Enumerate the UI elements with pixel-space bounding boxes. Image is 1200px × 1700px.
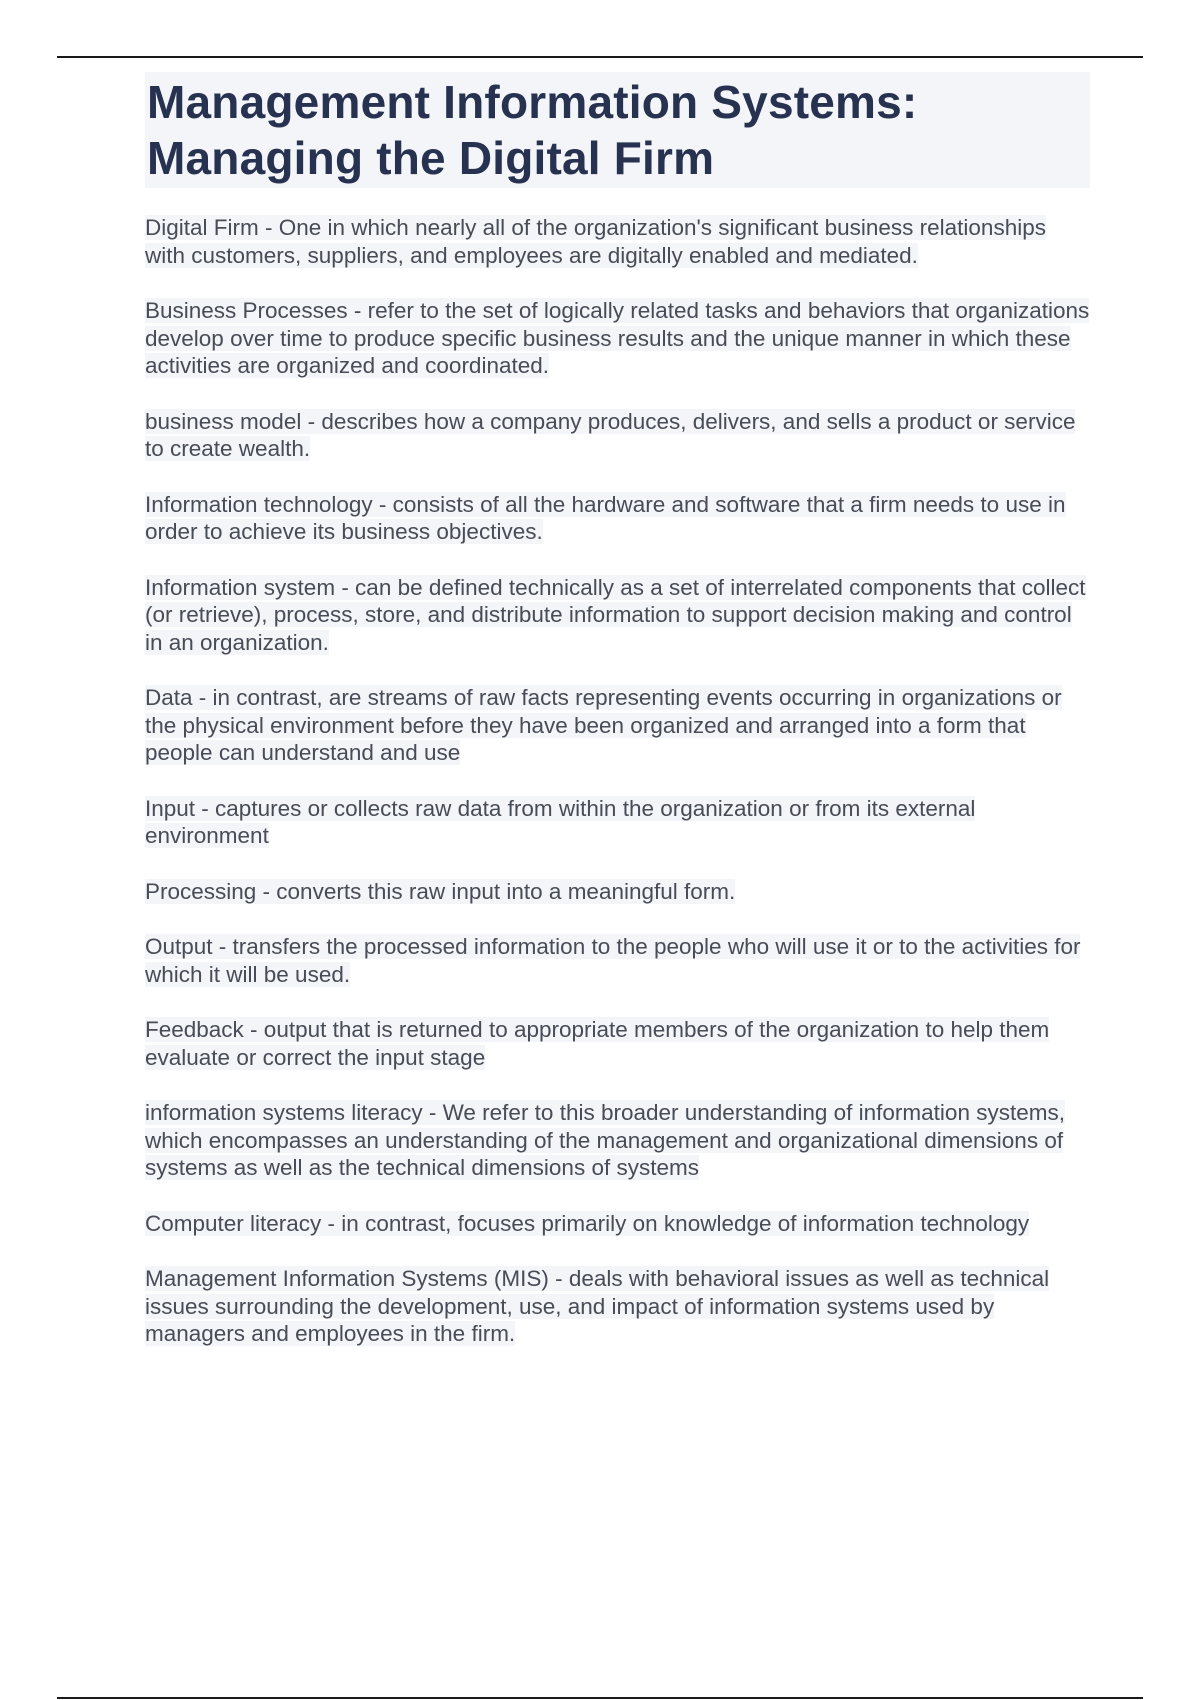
term-entry xyxy=(145,795,1090,850)
document-title: Management Information Systems: Managing the Digital Firm xyxy=(145,72,1090,188)
term-entry xyxy=(145,933,1090,988)
term-entry xyxy=(145,1210,1090,1238)
term-text: Feedback - output that is returned to appropriate members of the organization to help them evaluate or correct the input stage xyxy=(145,1017,1050,1070)
term-entry xyxy=(145,297,1090,380)
term-entry xyxy=(145,408,1090,463)
term-entry xyxy=(145,878,1090,906)
bottom-rule xyxy=(57,1697,1143,1699)
top-rule xyxy=(57,56,1143,58)
term-entry xyxy=(145,1099,1090,1182)
term-entry xyxy=(145,1265,1090,1348)
term-text: Information technology - consists of all the hardware and software that a firm needs to use in order to achieve its business objectives. xyxy=(145,491,1066,544)
term-text: Data - in contrast, are streams of raw facts representing events occurring in organizations or the physical environment before they have been organized and arranged into a form that people can understand and use xyxy=(145,685,1062,765)
term-text: Business Processes - refer to the set of logically related tasks and behaviors that organizations develop over time to produce specific business results and the unique manner in which these activities are organized and coordinated. xyxy=(145,298,1090,378)
term-text: business model - describes how a company produces, delivers, and sells a product or service to create wealth. xyxy=(145,408,1076,461)
term-text: Management Information Systems (MIS) - deals with behavioral issues as well as technical issues surrounding the development, use, and impact of information systems used by managers and employees in the firm. xyxy=(145,1266,1050,1346)
term-text: information systems literacy - We refer to this broader understanding of information systems, which encompasses an understanding of the management and organizational dimensions of systems as well as the technical dimensions of systems xyxy=(145,1100,1065,1180)
term-entry xyxy=(145,1016,1090,1071)
term-text: Input - captures or collects raw data from within the organization or from its external environment xyxy=(145,795,976,848)
term-entry xyxy=(145,684,1090,767)
term-text: Digital Firm - One in which nearly all of the organization's significant business relationships with customers, suppliers, and employees are digitally enabled and mediated. xyxy=(145,215,1046,268)
term-text: Computer literacy - in contrast, focuses primarily on knowledge of information technology xyxy=(145,1210,1030,1236)
term-entry xyxy=(145,491,1090,546)
term-list xyxy=(145,214,1090,1348)
term-text: Information system - can be defined technically as a set of interrelated components that collect (or retrieve), process, store, and distribute information to support decision making and control in an organization. xyxy=(145,574,1086,655)
document-body xyxy=(145,72,1090,1376)
term-entry xyxy=(145,574,1090,657)
term-text: Output - transfers the processed information to the people who will use it or to the activities for which it will be used. xyxy=(145,934,1081,987)
term-entry xyxy=(145,214,1090,269)
term-text: Processing - converts this raw input into a meaningful form. xyxy=(145,878,736,904)
